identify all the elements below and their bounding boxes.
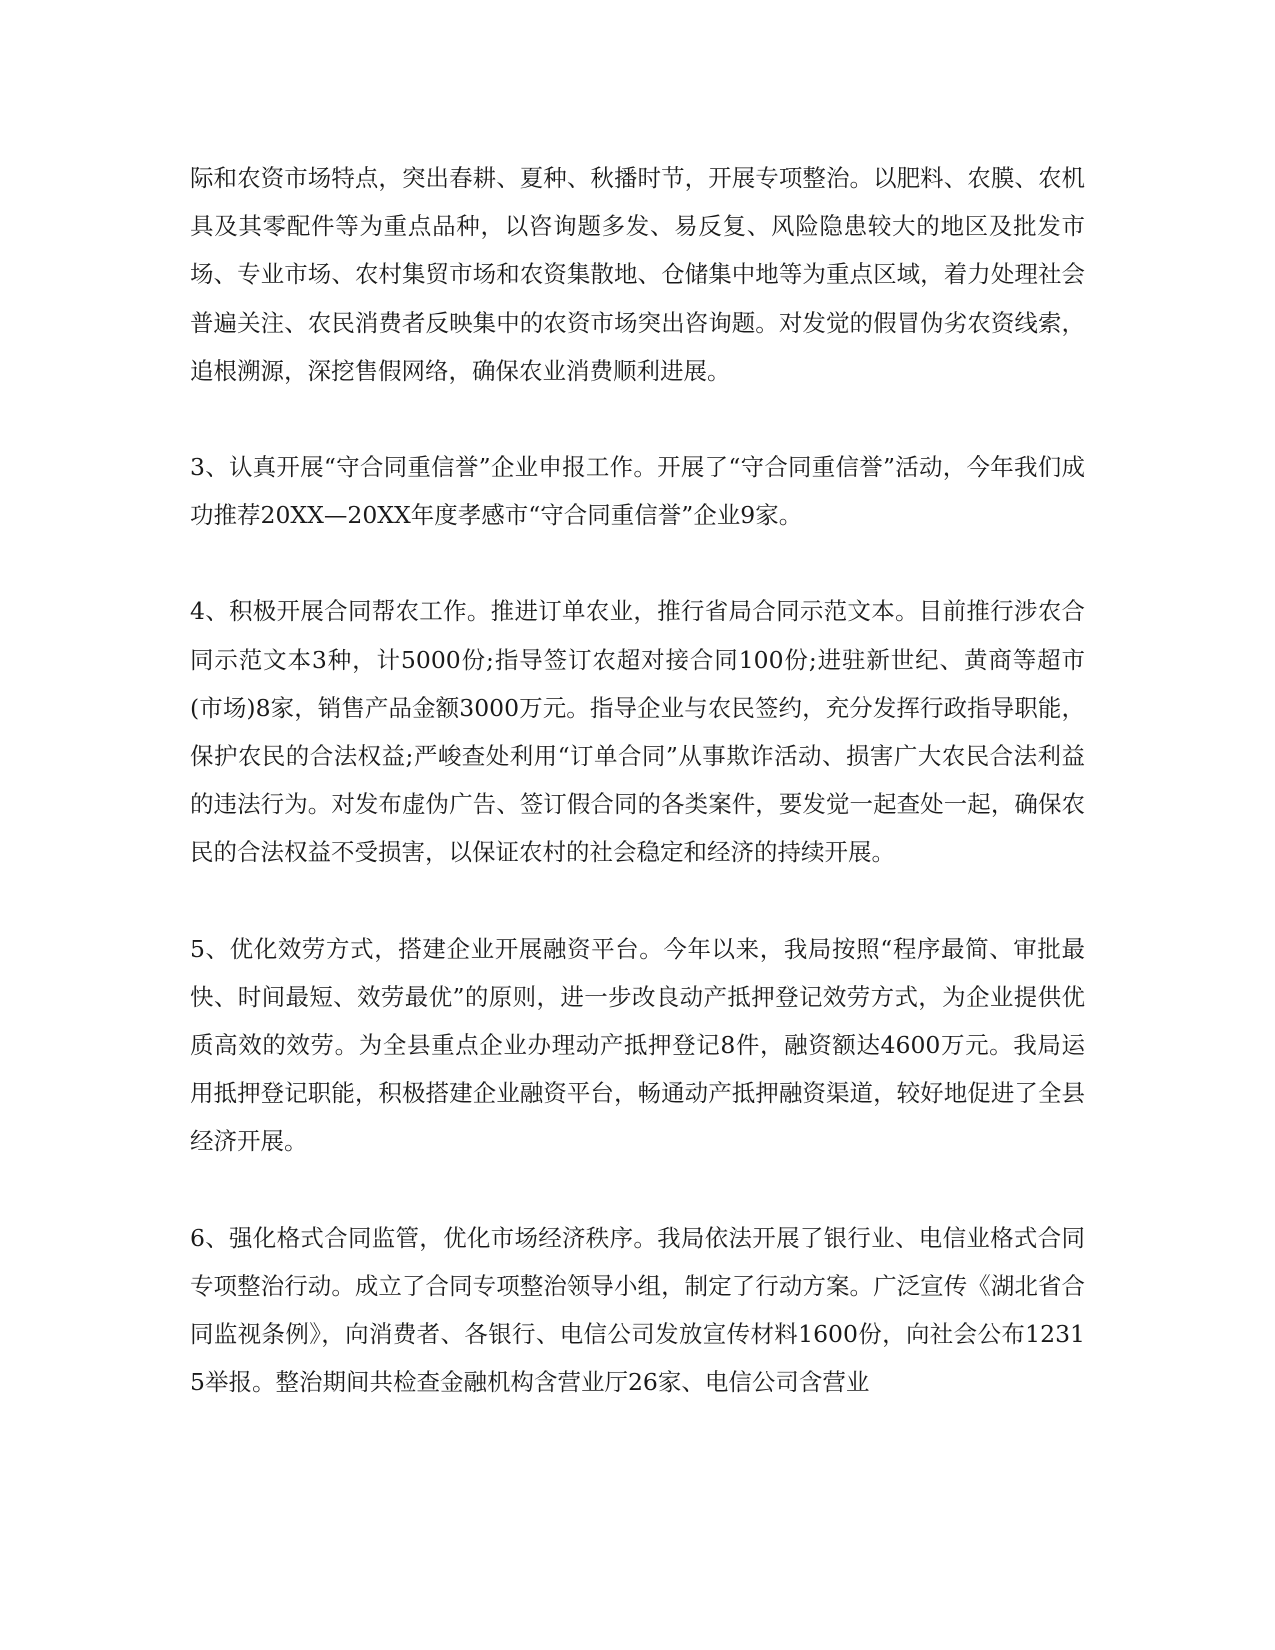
document-body xyxy=(190,154,1085,1406)
paragraph-financing-platform: 5、优化效劳方式，搭建企业开展融资平台。今年以来，我局按照“程序最简、审批最快、时间最短、效劳最优”的原则，进一步改良动产抵押登记效劳方式，为企业提供优质高效的效劳。为全县重点企业办理动产抵押登记8件，融资额达4600万元。我局运用抵押登记职能，积极搭建企业融资平台，畅通动产抵押融资渠道，较好地促进了全县经济开展。 xyxy=(190,934,1085,1156)
paragraph-contract-credit-report: 3、认真开展“守合同重信誉”企业申报工作。开展了“守合同重信誉”活动，今年我们成功推荐20XX—20XX年度孝感市“守合同重信誉”企业9家。 xyxy=(190,453,1085,530)
paragraph-contract-help-farmers: 4、积极开展合同帮农工作。推进订单农业，推行省局合同示范文本。目前推行涉农合同示范文本3种，计5000份;指导签订农超对接合同100份;进驻新世纪、黄商等超市(市场)8家，销售产品金额3000万元。指导企业与农民签约，充分发挥行政指导职能，保护农民的合法权益;严峻查处利用“订单合同”从事欺诈活动、损害广大农民合法利益的违法行为。对发布虚伪广告、签订假合同的各类案件，要发觉一起查处一起，确保农民的合法权益不受损害，以保证农村的社会稳定和经济的持续开展。 xyxy=(190,597,1085,867)
paragraph-market-rectification: 际和农资市场特点，突出春耕、夏种、秋播时节，开展专项整治。以肥料、农膜、农机具及其零配件等为重点品种，以咨询题多发、易反复、风险隐患较大的地区及批发市场、专业市场、农村集贸市场和农资集散地、仓储集中地等为重点区域，着力处理社会普遍关注、农民消费者反映集中的农资市场突出咨询题。对发觉的假冒伪劣农资线索，追根溯源，深挖售假网络，确保农业消费顺利进展。 xyxy=(190,164,1085,385)
paragraph-format-contract-supervision: 6、强化格式合同监管，优化市场经济秩序。我局依法开展了银行业、电信业格式合同专项整治行动。成立了合同专项整治领导小组，制定了行动方案。广泛宣传《湖北省合同监视条例》，向消费者、各银行、电信公司发放宣传材料1600份，向社会公布12315举报。整治期间共检查金融机构含营业厅26家、电信公司含营业 xyxy=(190,1223,1085,1397)
